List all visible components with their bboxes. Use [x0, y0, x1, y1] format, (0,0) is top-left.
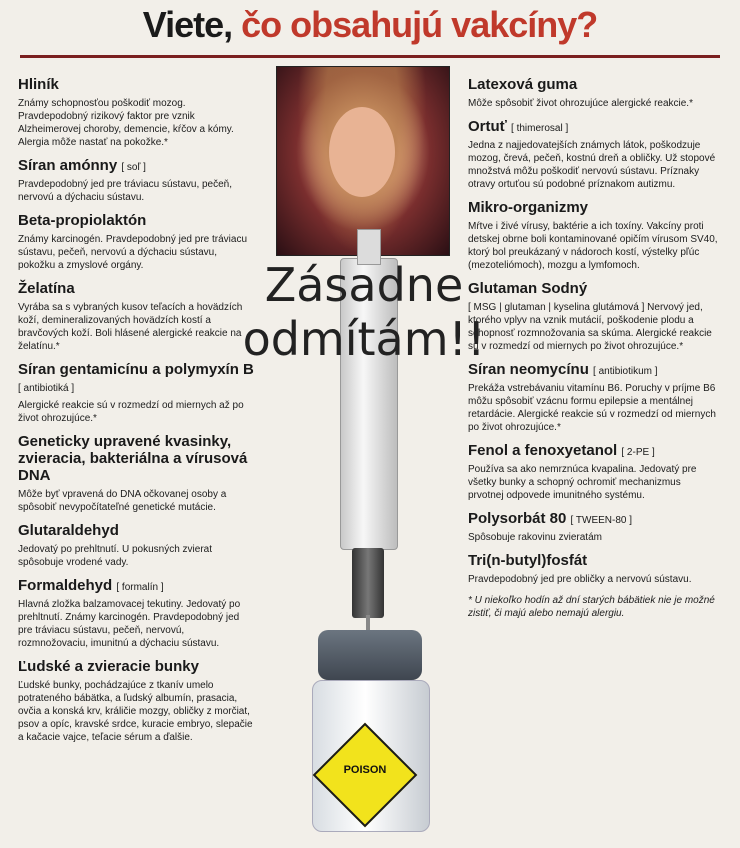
- title-rule: [20, 55, 720, 58]
- title-part1: Viete,: [142, 4, 233, 45]
- page-title: [0, 4, 740, 46]
- vial-cap: [318, 630, 422, 680]
- ingredient-cells: Ľudské a zvieracie bunky Ľudské bunky, pochádzajúce z tkanív umelo potrateného bábätka, a ľudský albumín, prasacia, ovčia a konská krv, králičie mozgy, obličky z morčiat, psov a opíc, kravské srdce, kuracie embryo, slepačie a kačacie vajce, teľacie sérum a ďalšie.: [18, 658, 253, 743]
- poison-label: POISON: [343, 764, 387, 776]
- ingredient-gm-dna: Geneticky upravené kvasinky, zvieracia, bakteriálna a vírusová DNA Môže byť vpravená do DNA očkovanej osoby a spôsobiť nevypočítateľné genetické mutácie.: [18, 433, 248, 513]
- ingredient-tributyl-phosphate: Tri(n-butyl)fosfát Pravdepodobný jed pre obličky a nervovú sústavu.: [468, 552, 692, 585]
- needle-hub: [352, 548, 384, 618]
- ingredient-latex: Latexová guma Môže spôsobiť život ohrozujúce alergické reakcie.*: [468, 76, 693, 109]
- overlay-line2: odmítám!!: [242, 312, 486, 366]
- ingredient-gelatin: Želatína Vyrába sa s vybraných kusov teľacích a hovädzích koží, demineralizovaných hovädzích kostí a bravčových koží. Boli hlásené alergické reakcie na želatínu.*: [18, 280, 243, 352]
- footnote: * U niekoľko hodín až dní starých bábätiek nie je možné zistiť, či majú alebo nemajú alergiu.: [468, 595, 715, 619]
- ingredient-aluminium: Hliník Známy schopnosťou poškodiť mozog. Pravdepodobný rizikový faktor pre vznik Alzheimerovej choroby, demencie, kŕčov a kómy. Alergia môže nastať na pokožke.*: [18, 76, 234, 148]
- face: [329, 107, 395, 197]
- ingredient-msg: Glutaman Sodný [ MSG | glutaman | kyselina glutámová ] Nervový jed, ktorého vplyv na vznik mutácií, poškodenie plodu a schopnosť rozmnožovania sa skúma. Alergické reakcie sú v rozmedzí od miernych po život ohrozujúce.*: [468, 280, 712, 352]
- ingredient-mercury: Ortuť [ thimerosal ] Jedna z najjedovatejších známych látok, poškodzuje mozog, črevá, pečeň, kostnú dreň a obličky. Už stopové množstvá môžu poškodiť nervovú sústavu. Príznaky otravy ortuťou sú podobné príznakom autizmu.: [468, 118, 716, 190]
- ingredient-formaldehyde: Formaldehyd [ formalín ] Hlavná zložka balzamovacej tekutiny. Jedovatý po prehltnutí. Známy karcinogén. Pravdepodobný jed pre tráviacu sústavu, pečeň, nervovú, rozmnožovaciu, imunitnú a dýchaciu sústavu.: [18, 577, 241, 649]
- ingredient-microorganisms: Mikro-organizmy Mŕtve i živé vírusy, baktérie a ich toxíny. Vakcíny proti detskej obrne boli kontaminované opičím vírusom SV40, ktorý bol preukázaný v nádoroch kostí, výstelky pľúc (mezoteliómoch), mozgu a lymfomoch.: [468, 199, 718, 271]
- ingredient-polysorbate: Polysorbát 80 [ TWEEN-80 ] Spôsobuje rakovinu zvieratám: [468, 510, 633, 543]
- ingredient-gentamicin: Síran gentamicínu a polymyxín B [ antibiotiká ] Alergické reakcie sú v rozmedzí od miernych až po život ohrozujúce.*: [18, 361, 254, 424]
- portrait-photo: [276, 66, 450, 256]
- ingredient-glutaraldehyde: Glutaraldehyd Jedovatý po prehltnutí. U pokusných zvierat spôsobuje vrodené vady.: [18, 522, 212, 568]
- overlay-text: [214, 258, 514, 366]
- ingredient-beta-propiolactone: Beta-propiolaktón Známy karcinogén. Pravdepodobný jed pre tráviacu sústavu, pečeň, nervovú a dýchaciu sústavu, pokožku a zmyslové orgány.: [18, 212, 248, 271]
- ingredient-ammonium-sulfate: Síran amónny [ soľ ] Pravdepodobný jed pre tráviacu sústavu, pečeň, nervovú a dýchaciu sústavu.: [18, 157, 233, 203]
- ingredient-neomycin: Síran neomycínu [ antibiotikum ] Prekáža vstrebávaniu vitamínu B6. Poruchy v príjme B6 môžu spôsobiť vzácnu formu epilepsie a mentálnej retardácie. Alergické reakcie sú v rozmedzí od miernych po život ohrozujúce.*: [468, 361, 716, 433]
- left-column: [18, 76, 256, 752]
- ingredient-phenol: Fenol a fenoxyetanol [ 2-PE ] Používa sa ako nemrznúca kvapalina. Jedovatý pre všetky bunky a schopný ochromiť mechanizmus prvotnej odpovede imunitného systému.: [468, 442, 697, 501]
- title-part2: čo obsahujú vakcíny?: [241, 4, 598, 45]
- overlay-line1: Zásadne: [264, 258, 464, 312]
